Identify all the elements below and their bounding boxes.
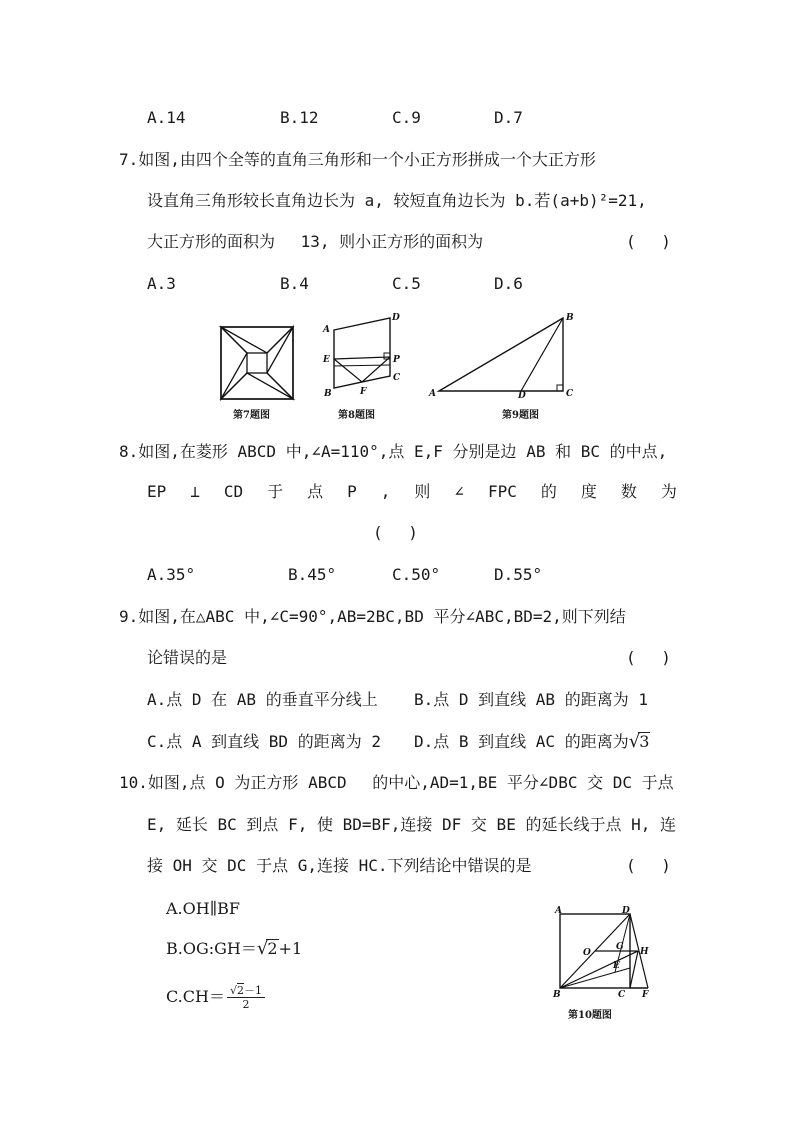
- q10-option-a: A.OH∥BF: [166, 899, 240, 918]
- q9-option-d-text: D.点 B 到直线 AC 的距离为: [414, 732, 629, 751]
- fig10-label-h: H: [640, 947, 649, 957]
- q10-option-c-text: C.CH＝: [166, 987, 225, 1006]
- fig10-label-o: O: [583, 948, 591, 958]
- q10-option-b-text: B.OG:GH＝: [166, 939, 257, 958]
- figure-7-caption: 第7题图: [233, 410, 270, 421]
- q8-token: ∠: [454, 482, 465, 501]
- q6-option-c: C.9: [392, 108, 421, 127]
- fig8-label-b: B: [324, 389, 332, 399]
- q9-stem-line1: 9.如图,在△ABC 中,∠C=90°,AB=2BC,BD 平分∠ABC,BD=2,则下列结: [119, 607, 626, 626]
- fig9-label-c: C: [566, 389, 574, 398]
- q8-token: 于: [267, 482, 284, 501]
- q10-stem-line3: 接 OH 交 DC 于点 G,连接 HC.下列结论中错误的是: [147, 856, 532, 875]
- q7-option-c: C.5: [392, 274, 421, 293]
- q9-option-d-radicand: 3: [639, 732, 650, 751]
- q6-option-b: B.12: [280, 108, 319, 127]
- q8-token: ⊥: [190, 482, 200, 501]
- fig8-label-d: D: [392, 313, 400, 323]
- q10-option-c-num-tail: －1: [243, 984, 262, 997]
- q8-answer-paren: ( ): [373, 523, 418, 542]
- figure-8-diagram: [318, 310, 406, 400]
- figure-9-caption: 第9题图: [502, 410, 539, 421]
- q8-token: FPC: [488, 482, 517, 501]
- fig9-label-a: A: [429, 389, 436, 398]
- q8-option-c: C.50°: [392, 565, 441, 584]
- q10-option-b: [166, 938, 302, 960]
- q7-option-b: B.4: [280, 274, 309, 293]
- q10-option-c-fraction: [227, 984, 265, 1011]
- fig9-label-d: D: [518, 391, 526, 398]
- q7-stem-line3: 大正方形的面积为 13, 则小正方形的面积为: [147, 232, 484, 251]
- fig8-label-p: P: [393, 355, 400, 365]
- q9-option-b: B.点 D 到直线 AB 的距离为 1: [414, 690, 648, 709]
- q8-token: 度: [580, 482, 597, 501]
- figure-8-caption: 第8题图: [338, 410, 375, 421]
- q8-token: 则: [414, 482, 431, 501]
- figure-9-diagram: [426, 308, 586, 398]
- q8-token: 数: [620, 482, 637, 501]
- q10-option-c: [166, 984, 265, 1011]
- q7-stem-line1: 7.如图,由四个全等的直角三角形和一个小正方形拼成一个大正方形: [119, 150, 596, 169]
- q10-stem-line2: E, 延长 BC 到点 F, 使 BD=BF,连接 DF 交 BE 的延长线于点 H, 连: [147, 815, 676, 834]
- fig8-label-e: E: [323, 355, 330, 365]
- q8-stem-line1: 8.如图,在菱形 ABCD 中,∠A=110°,点 E,F 分别是边 AB 和 BC 的中点,: [119, 442, 668, 461]
- fig10-label-b: B: [553, 990, 561, 998]
- q10-answer-paren: ( ): [626, 856, 671, 875]
- q9-option-c: C.点 A 到直线 BD 的距离为 2: [147, 732, 381, 751]
- q9-option-d: [414, 731, 650, 753]
- figure-7-diagram: [218, 324, 296, 402]
- fig10-label-g: G: [616, 942, 624, 952]
- q8-token: 的: [540, 482, 557, 501]
- q7-option-d: D.6: [494, 274, 523, 293]
- q8-token: CD: [223, 482, 244, 501]
- q8-token: EP: [147, 482, 167, 501]
- fig10-label-a: A: [555, 906, 562, 916]
- q8-token: P: [347, 482, 357, 501]
- q7-option-a: A.3: [147, 274, 176, 293]
- q8-token: 点: [307, 482, 324, 501]
- fig8-label-c: C: [393, 373, 401, 383]
- q8-option-a: A.35°: [147, 565, 196, 584]
- q10-option-b-root-sign: √: [256, 938, 269, 959]
- q9-option-a: A.点 D 在 AB 的垂直平分线上: [147, 690, 378, 709]
- q8-option-b: B.45°: [288, 565, 337, 584]
- q9-option-d-root-sign: √: [628, 731, 641, 752]
- q7-stem-line2: 设直角三角形较长直角边长为 a, 较短直角边长为 b.若(a+b)²=21,: [147, 191, 647, 210]
- fig10-label-f: F: [642, 990, 649, 998]
- q6-option-d: D.7: [494, 108, 523, 127]
- q10-stem-line1: 10.如图,点 O 为正方形 ABCD 的中心,AD=1,BE 平分∠DBC 交 DC 于点: [119, 773, 674, 792]
- q8-stem-line2: [147, 481, 677, 503]
- figure-10-diagram: [550, 902, 660, 998]
- q8-token: ,: [380, 482, 391, 501]
- q8-token: 为: [660, 482, 677, 501]
- q10-option-c-radicand: 2: [236, 984, 244, 997]
- q10-option-b-radicand: 2: [267, 939, 278, 958]
- q9-stem-line2: 论错误的是: [147, 648, 228, 667]
- q8-option-d: D.55°: [494, 565, 543, 584]
- fig9-label-b: B: [566, 313, 574, 323]
- fig10-label-d: D: [622, 906, 630, 916]
- q10-option-c-root-sign: √: [229, 984, 237, 997]
- fig8-label-f: F: [360, 387, 367, 397]
- q6-option-a: A.14: [147, 108, 186, 127]
- fig10-label-e: E: [613, 961, 620, 971]
- q9-answer-paren: ( ): [626, 648, 671, 667]
- q10-option-c-denominator: 2: [242, 998, 250, 1011]
- fig10-label-c: C: [618, 990, 626, 998]
- q10-option-b-tail: +1: [278, 939, 303, 958]
- q7-answer-paren: ( ): [626, 232, 671, 251]
- q10-option-c-numerator: [227, 984, 265, 998]
- fig8-label-a: A: [323, 325, 330, 335]
- figure-10-caption: 第10题图: [568, 1010, 612, 1021]
